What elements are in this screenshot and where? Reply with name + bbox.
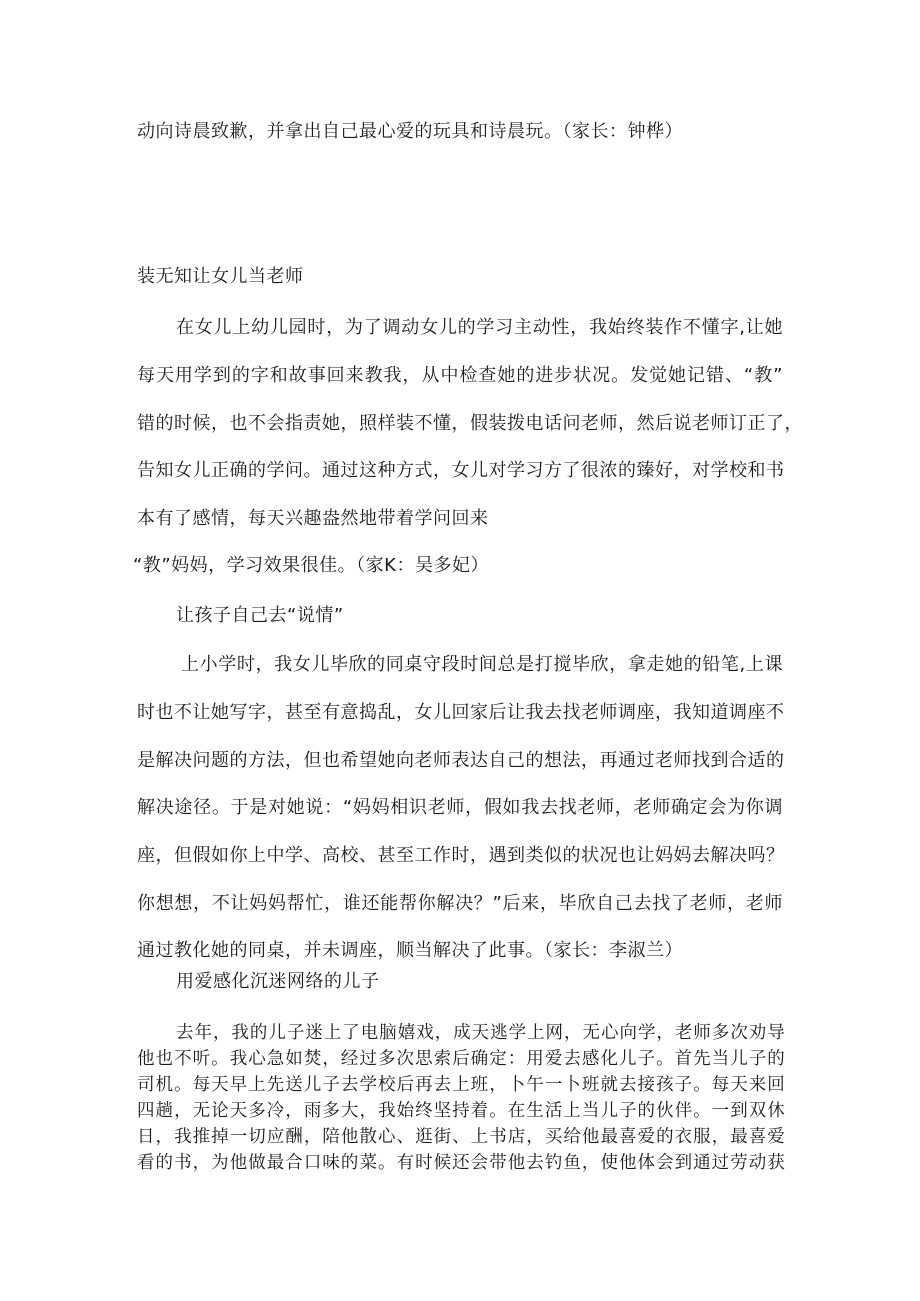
paragraph-line: 动向诗晨致歉，并拿出自己最心爱的玩具和诗晨玩。（家长：钟桦） — [137, 121, 683, 142]
section-heading: 用爱感化沉迷网络的儿子 — [176, 971, 380, 992]
paragraph-line: 座，但假如你上中学、高校、甚至工作时，遇到类似的状况也让妈妈去解决吗？ — [137, 845, 785, 866]
paragraph-line: 看的书，为他做最合口味的菜。有时候还会带他去钓鱼，使他体会到通过劳动获 — [137, 1153, 785, 1173]
paragraph-line: 去年，我的儿子迷上了电脑嬉戏，成天逃学上网，无心向学，老师多次劝导 — [176, 1023, 785, 1043]
paragraph-line: 是解决问题的方法，但也希望她向老师表达自己的想法，再通过老师找到合适的 — [137, 750, 785, 771]
paragraph-line: 司机。每天早上先送儿子去学校后再去上班，卜午一卜班就去接孩子。每天来回 — [137, 1075, 785, 1095]
paragraph-line: 每天用学到的字和故事回来教我，从中检查她的进步状况。发觉她记错、“教” — [137, 365, 783, 386]
paragraph-line: 通过教化她的同桌，并未调座，顺当解决了此事。（家长：李淑兰） — [137, 940, 683, 961]
section-heading: 装无知让女儿当老师 — [137, 266, 304, 287]
paragraph-line: 本有了感情，每天兴趣盎然地带着学问回来 — [137, 508, 489, 529]
paragraph-line: 在女儿上幼儿园时，为了调动女儿的学习主动性，我始终装作不懂字,让她 — [176, 317, 783, 338]
paragraph-line: 上小学时，我女儿毕欣的同桌守段时间总是打搅毕欣，拿走她的铅笔,上课 — [181, 654, 783, 675]
paragraph-line: “教”妈妈，学习效果很佳。（家K：吴多妃） — [133, 555, 489, 576]
section-heading: 让孩子自己去“说情” — [176, 605, 344, 626]
paragraph-line: 你想想，不让妈妈帮忙，谁还能帮你解决？”后来，毕欣自己去找了老师，老师 — [137, 893, 783, 914]
paragraph-line: 错的时候，也不会指责她，照样装不懂，假装拨电话问老师，然后说老师订正了， — [137, 413, 803, 434]
paragraph-line: 四趟，无论天多冷，雨多大，我始终坚持着。在生活上当儿子的伙伴。一到双休 — [137, 1101, 785, 1121]
paragraph-line: 告知女儿正确的学问。通过这种方式，女儿对学习方了很浓的臻好，对学校和书 — [137, 460, 785, 481]
paragraph-line: 日，我推掉一切应酬，陪他散心、逛街、上书店，买给他最喜爱的衣服，最喜爱 — [137, 1127, 785, 1147]
paragraph-line: 时也不让她写字，甚至有意捣乱，女儿回家后让我去找老师调座，我知道调座不 — [137, 702, 785, 723]
paragraph-line: 他也不听。我心急如焚，经过多次思索后确定：用爱去感化儿子。首先当儿子的 — [137, 1049, 785, 1069]
paragraph-line: 解决途径。于是对她说：“妈妈相识老师，假如我去找老师，老师确定会为你调 — [137, 797, 783, 818]
